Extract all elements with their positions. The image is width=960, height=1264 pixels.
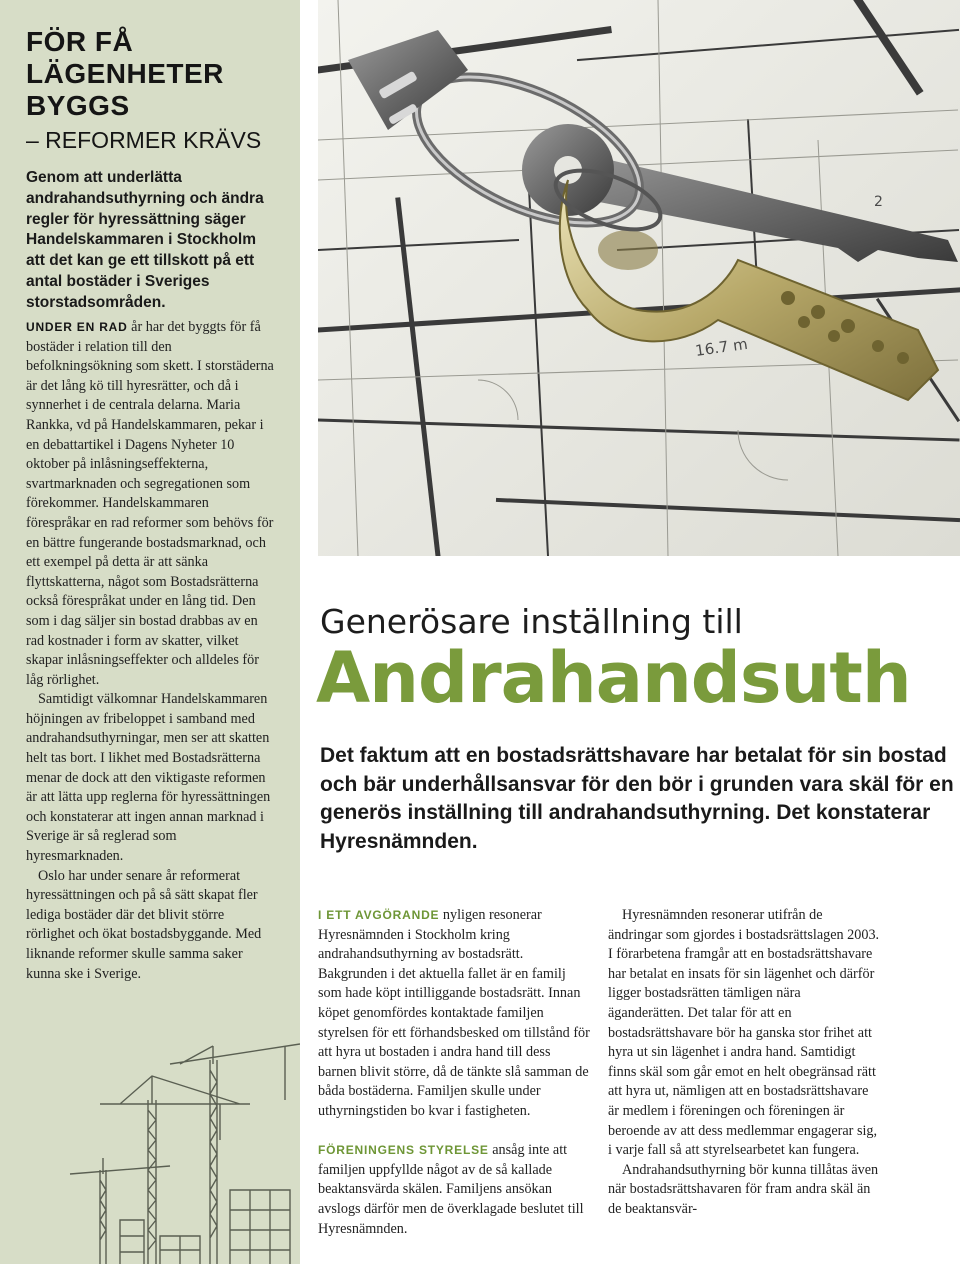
sidebar-paragraph bbox=[26, 318, 276, 690]
article-subhead-caps: FÖRENINGENS STYRELSE bbox=[318, 1143, 489, 1158]
sidebar-paragraph: Samtidigt välkomnar Handelskammaren höjningen av fribeloppet i samband med andrahandsuthyrningar, men ser att skatten helt tas bort. I likhet med Bostadsrätterna menar de dock att den viktigaste reformen är att lätta upp reglerna för hyressättningen och konstaterar att ingen annan marknad i Sverige är så reglerad som hyresmarknaden. bbox=[26, 691, 271, 865]
article-paragraph: Hyresnämnden resonerar utifrån de ändringar som gjordes i bostadsrättslagen 2003. I förarbetena framgår att en bostadsrättshavare har betalat en insats för sin lägenhet och därför ligger bostadsrätten tämligen nära äganderätten. Det talar för att en bostadsrättshavare bör ha ganska stor frihet att hyra ut sin lägenhet i andra hand. Samtidigt finns skäl som går emot en helt obegränsad rätt att hyra ut, nämligen att en bostadsrättshavare är medlem i föreningen och föreningen är beroende av att dess medlemmar engagerar sig, i varje fall så att styrelsearbetet kan fungera. bbox=[608, 907, 880, 1159]
article-paragraph: Andrahandsuthyrning bör kunna tillåtas även när bostadsrättshavaren för fram andra skäl än de beaktansvär- bbox=[608, 1161, 879, 1217]
construction-cranes-illustration bbox=[60, 1040, 300, 1264]
photo-illustration bbox=[318, 0, 960, 556]
article-deck: Det faktum att en bostadsrättshavare har betalat för sin bostad och bär underhållsansvar för den bör i grunden vara skäl för en generös inställning till andrahandsuthyrning. Det konstaterar Hyresnämnden. bbox=[320, 744, 954, 853]
sidebar-body bbox=[26, 318, 276, 984]
sidebar-title: FÖR FÅ LÄGENHETER BYGGS bbox=[26, 26, 224, 121]
sidebar-box bbox=[0, 0, 300, 1264]
sidebar-lead: Genom att underlätta andrahandsuthyrning och ändra regler för hyressättning säger Handelskammaren i Stockholm att det kan ge ett tillskott på ett antal bostäder i Sveriges storstadsområden. bbox=[26, 169, 264, 311]
keys-on-blueprint-photo bbox=[318, 0, 960, 556]
sidebar-lead-caps: UNDER EN RAD bbox=[26, 320, 128, 334]
plan-measure-label: 16.7 m bbox=[694, 334, 749, 360]
article-paragraph bbox=[318, 906, 590, 1122]
article-paragraph-text: ansåg inte att familjen uppfyllde något av de så kallade beaktansvärda skälen. Familjens ansökan avslogs därför men de överklagade beslutet till Hyresnämnden. bbox=[318, 1142, 584, 1237]
sidebar-paragraph-text: år har det byggts för få bostäder i relation till den befolkningsökning som skett. I storstäderna är det lång kö till hyresrätter, och då i synnerhet i de centrala delarna. Maria Rankka, vd på Handelskammaren, pekar i en debattartikel i Dagens Nyheter 10 oktober på inlåsningseffekterna, svartmarknaden och segregationen som förekommer. Handelskammaren förespråkar en rad reformer som behövs för en bättre fungerande bostadsmarknad, och ett exempel på detta är att sänka flyttskatterna, något som Bostadsrätterna också förespråkat under en lång tid. Den som i dag säljer sin bostad drabbas av en rad kostnader i form av skatter, vilket skapar inlåsningseffekter och alldeles för låg rörlighet. bbox=[26, 319, 274, 688]
headline-kicker: Generösare inställning till bbox=[320, 602, 743, 641]
article-column-1 bbox=[318, 906, 590, 1239]
article-paragraph bbox=[318, 1141, 590, 1239]
sidebar-paragraph: Oslo har under senare år reformerat hyressättningen och på så sätt skapat fler lediga bostäder där det blivit större rörlighet och ökat bostadsbyggande. Med liknande reformer skulle samma saker kunna ske i Sverige. bbox=[26, 867, 262, 982]
article-column-2 bbox=[608, 906, 880, 1220]
article-paragraph-text: nyligen resonerar Hyresnämnden i Stockholm kring andrahandsuthyrning av bostadsrätt. Bakgrunden i det aktuella fallet är en familj som hade köpt intilliggande bostadsrätt. Innan köpet genomfördes kontaktade familjen styrelsen för ett förhandsbesked om tillstånd för att hyra ut bostaden i andra hand till dess barnen blivit större, då de tänkte slå samman de båda bostäderna. Familjen skulle under uthyrningstiden bo kvar i fastigheten. bbox=[318, 907, 590, 1119]
article-lead-caps: I ETT AVGÖRANDE bbox=[318, 908, 440, 922]
plan-number-label: 2 bbox=[874, 194, 883, 210]
sidebar-subtitle: – REFORMER KRÄVS bbox=[26, 127, 262, 153]
headline-main: Andrahandsuth bbox=[316, 637, 911, 719]
